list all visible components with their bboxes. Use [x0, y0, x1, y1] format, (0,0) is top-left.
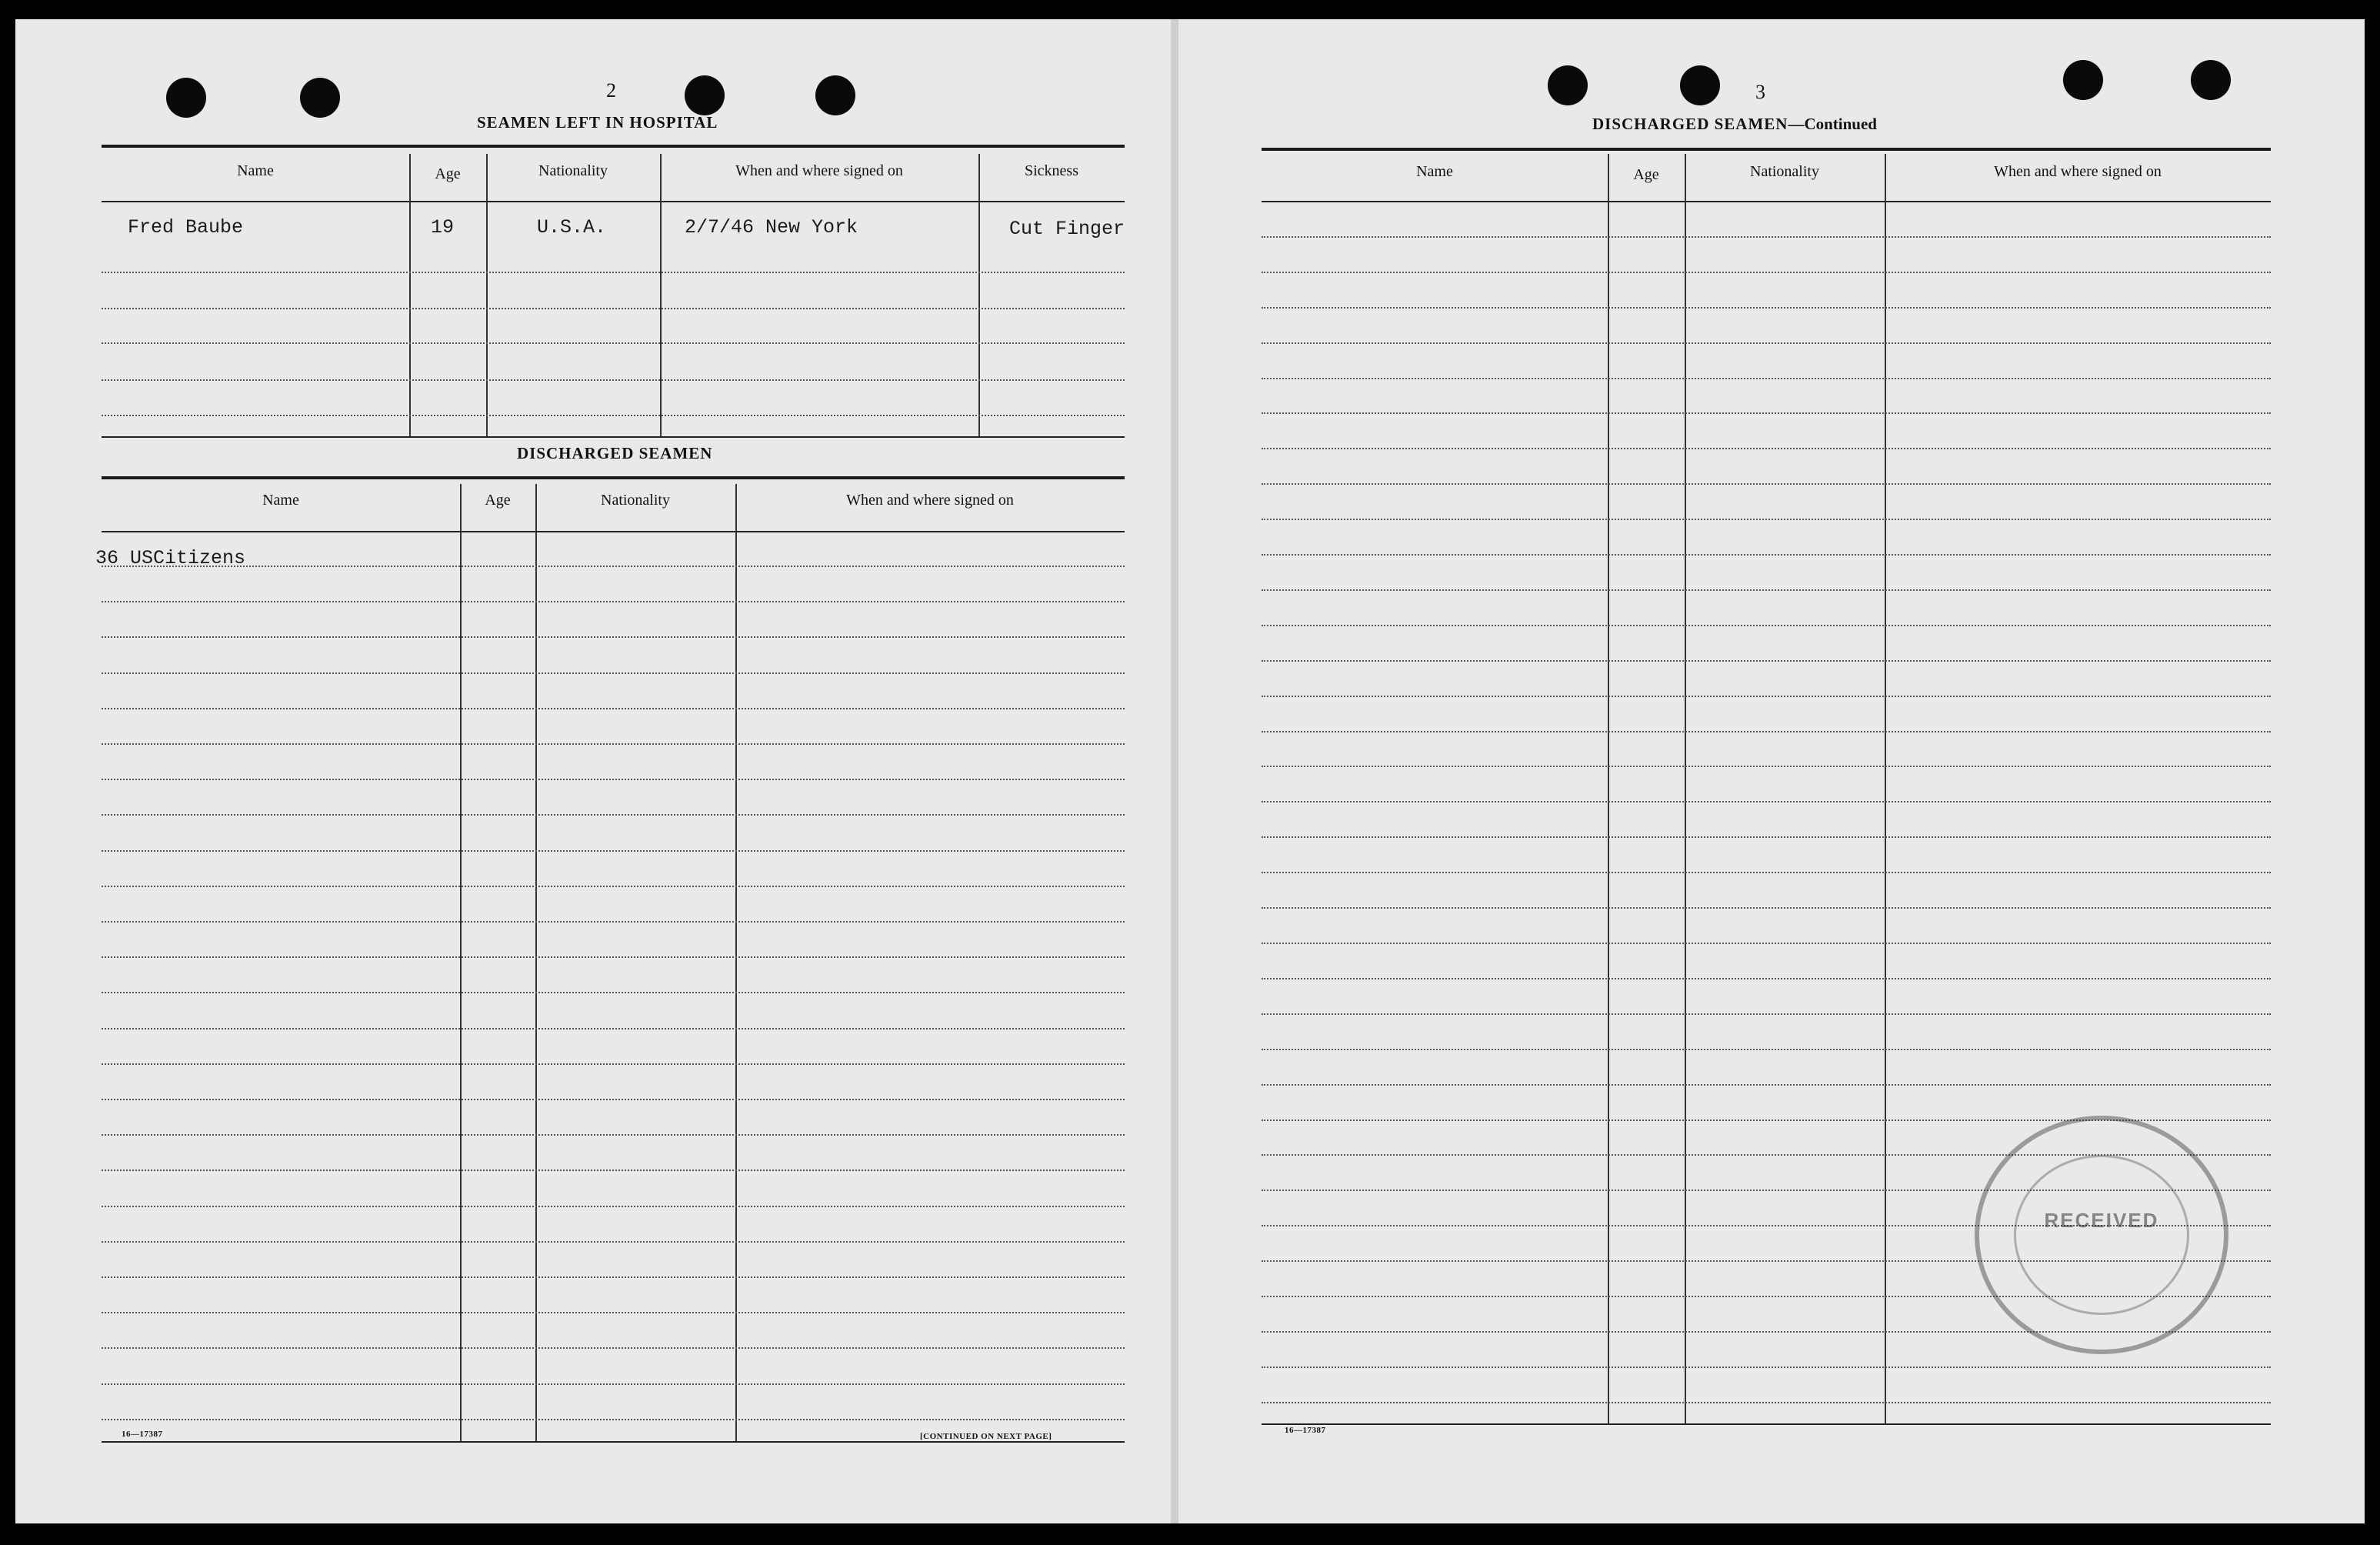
column-divider — [460, 484, 462, 1441]
row-rule — [1262, 519, 2271, 520]
column-divider — [1885, 154, 1886, 1423]
table-rule — [1262, 201, 2271, 202]
row-rule — [102, 308, 1125, 309]
discharged-col-signed-on: When and where signed on — [846, 492, 1014, 509]
hospital-col-nationality: Nationality — [538, 162, 608, 179]
right-col-name: Name — [1416, 163, 1453, 180]
row-rule — [102, 992, 1125, 993]
column-divider — [1608, 154, 1609, 1423]
hospital-col-name: Name — [237, 162, 274, 179]
row-rule — [102, 636, 1125, 638]
row-rule — [1262, 1084, 2271, 1086]
punch-hole — [300, 78, 340, 118]
punch-hole — [685, 75, 725, 115]
row-rule — [102, 886, 1125, 887]
punch-hole — [2063, 60, 2103, 100]
row-rule — [102, 743, 1125, 745]
continued-note: [CONTINUED ON NEXT PAGE] — [920, 1432, 1052, 1441]
table-rule — [1262, 1423, 2271, 1425]
row-rule — [1262, 978, 2271, 979]
row-rule — [102, 708, 1125, 709]
column-divider — [735, 484, 737, 1441]
row-rule — [1262, 836, 2271, 838]
table-rule — [102, 145, 1125, 148]
row-rule — [1262, 1366, 2271, 1368]
right-col-nationality: Nationality — [1750, 163, 1819, 180]
row-rule — [1262, 554, 2271, 556]
hospital-col-age: Age — [435, 165, 461, 182]
row-rule — [1262, 872, 2271, 873]
column-divider — [486, 154, 488, 436]
row-rule — [1262, 731, 2271, 732]
row-rule — [102, 814, 1125, 816]
column-divider — [535, 484, 537, 1441]
hospital-row-nationality: U.S.A. — [537, 216, 607, 239]
form-code: 16—17387 — [1285, 1426, 1326, 1435]
stamp-inner-ring — [2014, 1155, 2189, 1315]
row-rule — [102, 1134, 1125, 1136]
hospital-col-sickness: Sickness — [1025, 162, 1078, 179]
row-rule — [102, 1383, 1125, 1385]
row-rule — [102, 1276, 1125, 1278]
row-rule — [102, 850, 1125, 852]
punch-hole — [1680, 65, 1720, 105]
discharged-section-title: DISCHARGED SEAMEN — [517, 444, 713, 462]
discharged-row-name: 36 USCitizens — [95, 547, 246, 569]
page-number: 2 — [606, 79, 616, 102]
hospital-row-sickness: Cut Finger — [1009, 218, 1125, 240]
row-rule — [1262, 1013, 2271, 1015]
table-rule — [1262, 148, 2271, 151]
row-rule — [102, 1312, 1125, 1313]
row-rule — [102, 1028, 1125, 1029]
right-col-signed-on: When and where signed on — [1994, 163, 2162, 180]
row-rule — [1262, 448, 2271, 449]
right-page — [1178, 19, 2365, 1523]
row-rule — [1262, 378, 2271, 379]
column-divider — [978, 154, 980, 436]
hospital-section-title: SEAMEN LEFT IN HOSPITAL — [477, 113, 718, 132]
row-rule — [102, 342, 1125, 344]
form-code: 16—17387 — [122, 1430, 163, 1439]
punch-hole — [166, 78, 206, 118]
row-rule — [1262, 236, 2271, 238]
row-rule — [1262, 766, 2271, 767]
row-rule — [102, 672, 1125, 674]
row-rule — [102, 1063, 1125, 1065]
row-rule — [1262, 589, 2271, 591]
row-rule — [1262, 943, 2271, 944]
row-rule — [1262, 483, 2271, 485]
row-rule — [1262, 412, 2271, 414]
row-rule — [1262, 801, 2271, 803]
row-rule — [102, 566, 1125, 567]
row-rule — [102, 601, 1125, 602]
row-rule — [1262, 342, 2271, 344]
row-rule — [102, 272, 1125, 273]
column-divider — [409, 154, 411, 436]
row-rule — [102, 415, 1125, 416]
row-rule — [1262, 696, 2271, 697]
hospital-col-signed-on: When and where signed on — [735, 162, 903, 179]
received-stamp — [1975, 1116, 2228, 1354]
row-rule — [1262, 307, 2271, 309]
column-divider — [660, 154, 662, 436]
punch-hole — [815, 75, 855, 115]
page-fold — [1171, 19, 1178, 1523]
right-col-age: Age — [1633, 166, 1659, 183]
table-rule — [102, 201, 1125, 202]
row-rule — [102, 779, 1125, 780]
row-rule — [1262, 660, 2271, 662]
table-rule — [102, 436, 1125, 438]
hospital-row-signed-on: 2/7/46 New York — [685, 216, 858, 239]
table-rule — [102, 1441, 1125, 1443]
title-main: DISCHARGED SEAMEN — [1592, 115, 1788, 133]
row-rule — [102, 921, 1125, 923]
title-suffix: —Continued — [1788, 115, 1877, 133]
row-rule — [1262, 907, 2271, 909]
row-rule — [1262, 1402, 2271, 1403]
stamp-text: RECEIVED — [2044, 1209, 2159, 1232]
hospital-row-age: 19 — [431, 216, 455, 239]
row-rule — [102, 1170, 1125, 1171]
hospital-row-name: Fred Baube — [128, 216, 244, 239]
table-rule — [102, 531, 1125, 532]
row-rule — [102, 1206, 1125, 1207]
row-rule — [1262, 625, 2271, 626]
row-rule — [1262, 1049, 2271, 1050]
left-page — [15, 19, 1171, 1523]
row-rule — [1262, 272, 2271, 273]
row-rule — [102, 956, 1125, 958]
discharged-continued-title — [1592, 115, 1877, 134]
row-rule — [102, 379, 1125, 381]
discharged-col-name: Name — [262, 492, 299, 509]
row-rule — [102, 1241, 1125, 1243]
punch-hole — [1548, 65, 1588, 105]
table-rule — [102, 476, 1125, 479]
row-rule — [102, 1419, 1125, 1420]
page-number: 3 — [1755, 81, 1765, 103]
row-rule — [102, 1347, 1125, 1349]
discharged-col-age: Age — [485, 492, 511, 509]
punch-hole — [2191, 60, 2231, 100]
row-rule — [102, 1099, 1125, 1100]
column-divider — [1685, 154, 1686, 1423]
discharged-col-nationality: Nationality — [601, 492, 670, 509]
